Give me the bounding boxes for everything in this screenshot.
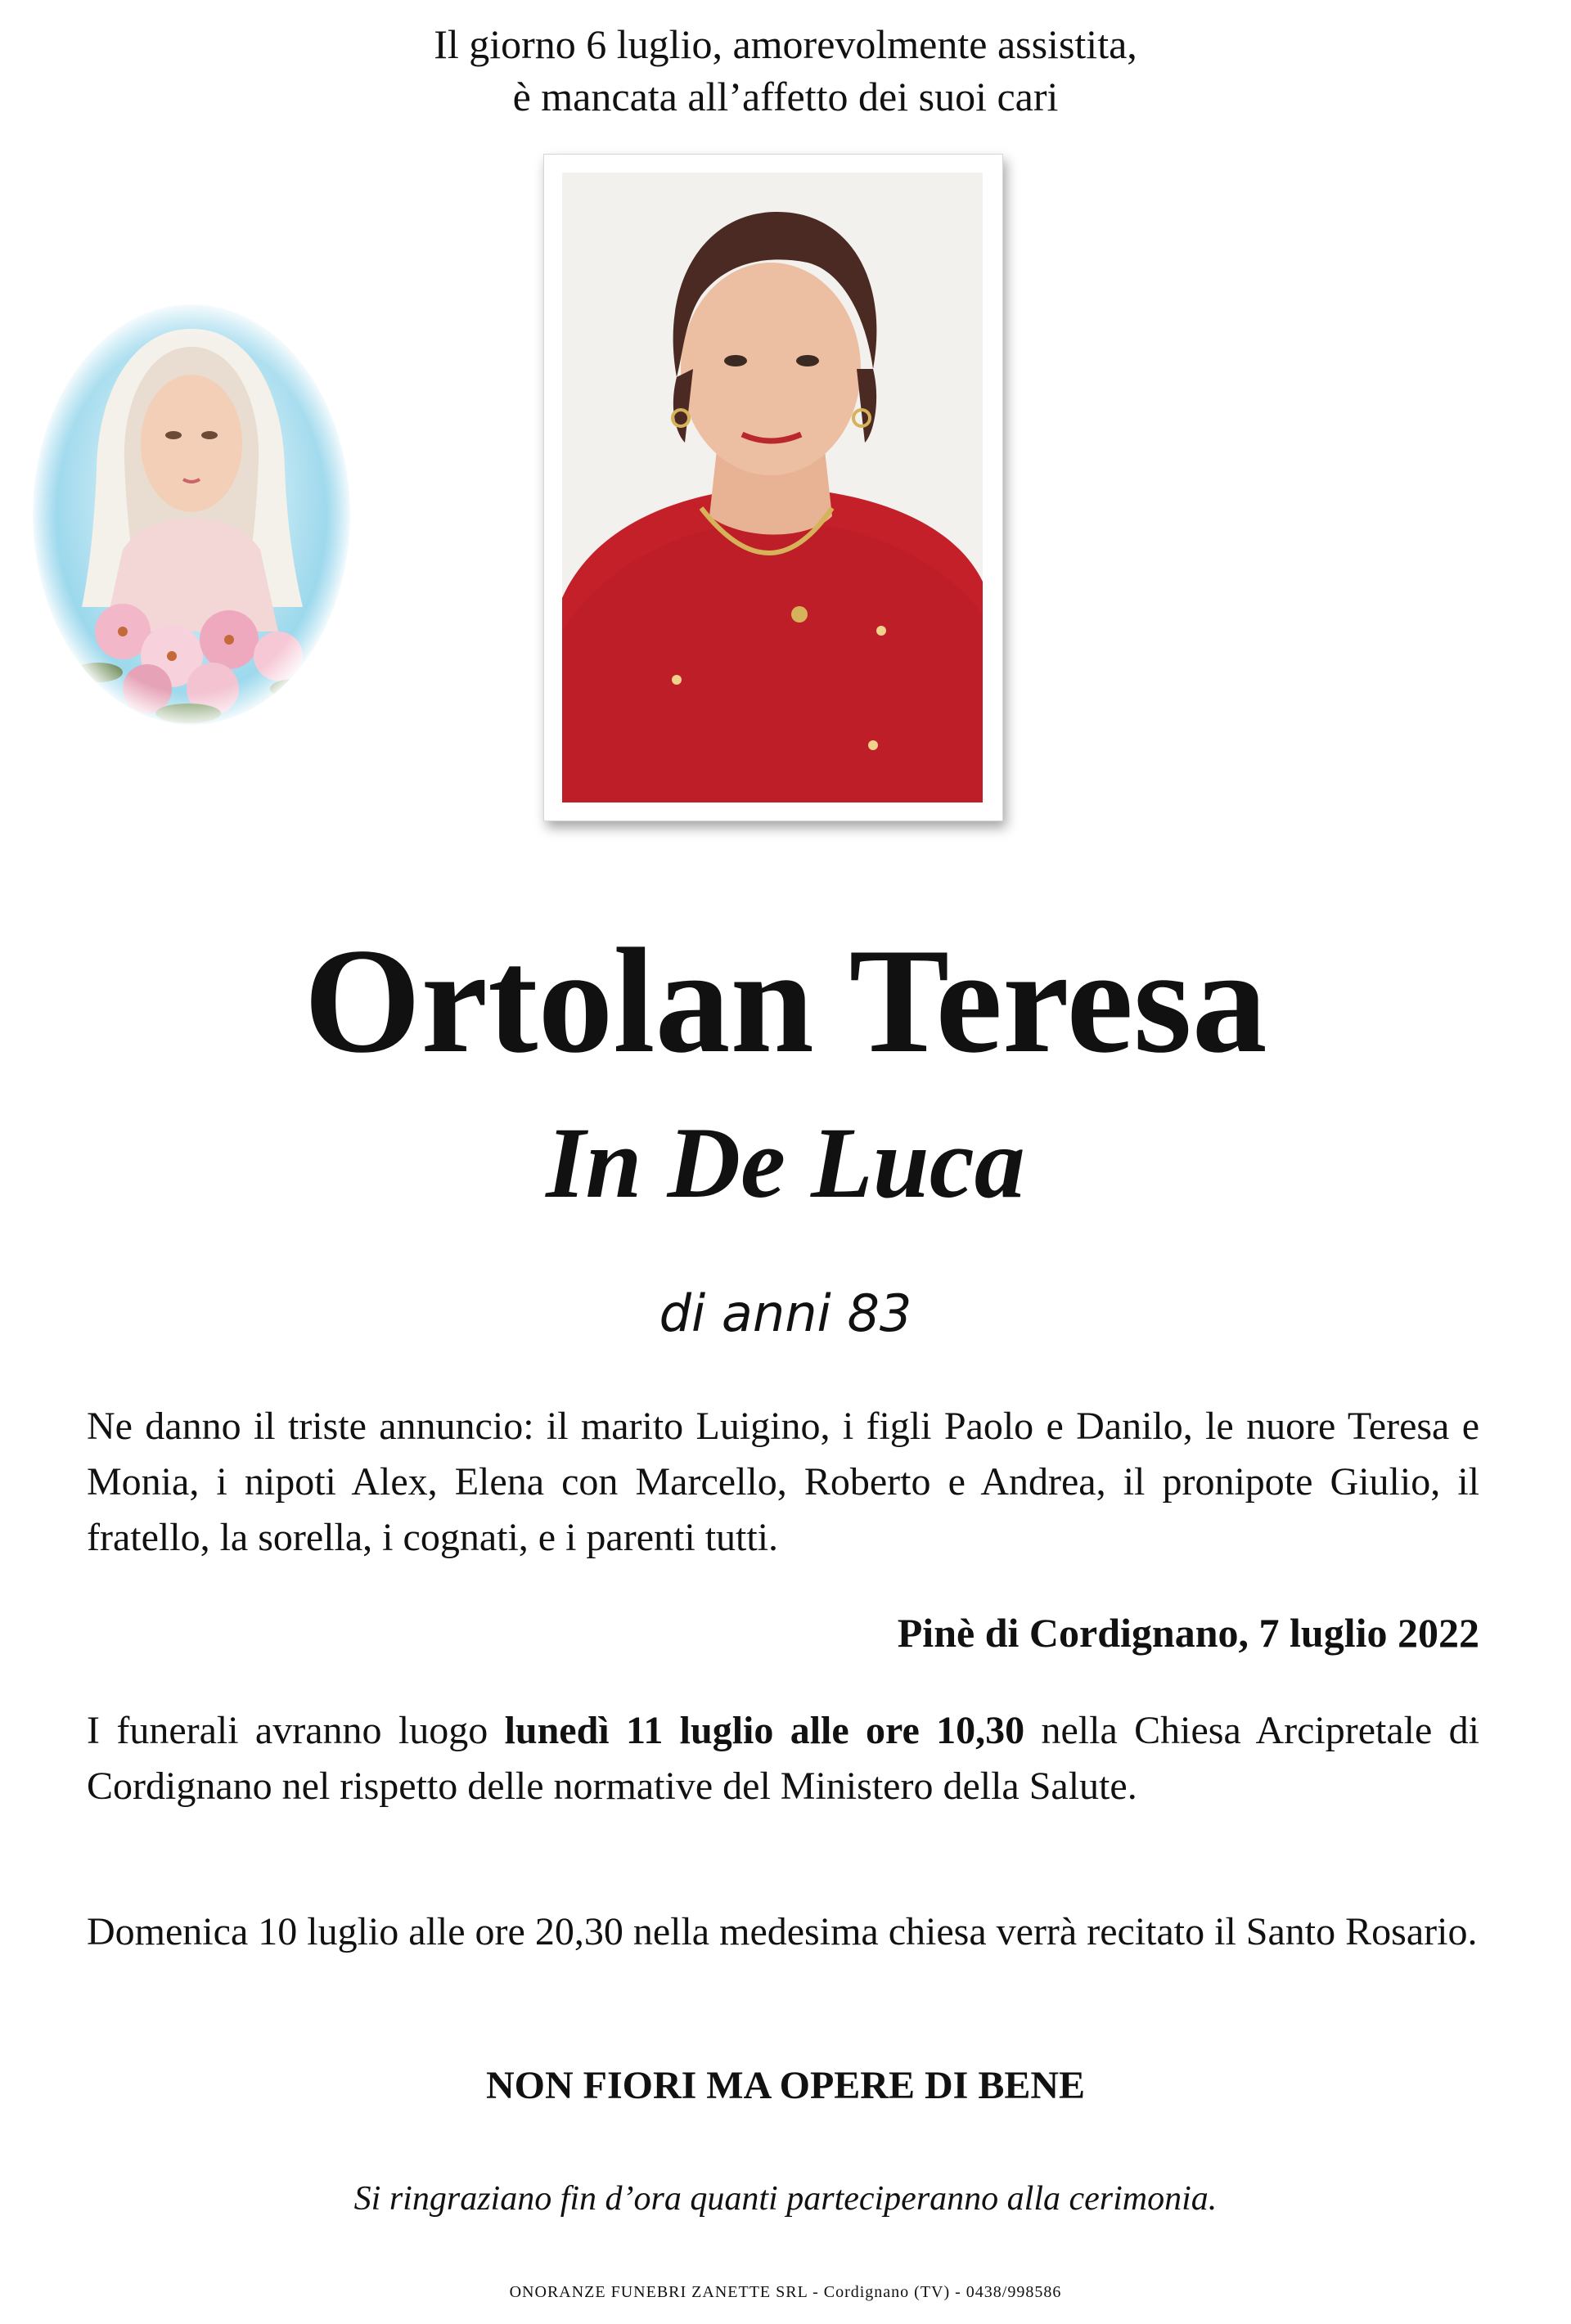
portrait-photo-frame — [543, 154, 1003, 821]
intro-line-2: è mancata all’affetto dei suoi cari — [512, 74, 1059, 119]
intro-line-1: Il giorno 6 luglio, amorevolmente assistita, — [434, 21, 1137, 67]
madonna-image — [33, 304, 350, 725]
funeral-text-before: I funerali avranno luogo — [87, 1709, 505, 1752]
age-text: di anni 83 — [659, 1283, 912, 1343]
funeral-home-footer: ONORANZE FUNEBRI ZANETTE SRL - Cordignano (TV) - 0438/998586 — [509, 2283, 1062, 2301]
portrait-illustration — [562, 173, 983, 802]
portrait-photo — [562, 173, 983, 802]
funeral-date-time: lunedì 11 luglio alle ore 10,30 — [504, 1709, 1025, 1752]
married-name: In De Luca — [546, 1107, 1025, 1219]
place-date: Pinè di Cordignano, 7 luglio 2022 — [897, 1610, 1479, 1656]
funeral-paragraph — [87, 1703, 1479, 1814]
no-flowers-notice: NON FIORI MA OPERE DI BENE — [485, 2064, 1086, 2107]
announcement-paragraph: Ne danno il triste annuncio: il marito Luigino, i figli Paolo e Danilo, le nuore Teresa e Monia, i nipoti Alex, Elena con Marcello, Roberto e Andrea, il pronipote Giulio, il fratello, la sorella, i cognati, e i parenti tutti. — [87, 1405, 1479, 1559]
thanks-text: Si ringraziano fin d’ora quanti parteciperanno alla cerimonia. — [353, 2180, 1218, 2218]
rosary-paragraph: Domenica 10 luglio alle ore 20,30 nella medesima chiesa verrà recitato il Santo Rosario. — [87, 1910, 1478, 1953]
deceased-name: Ortolan Teresa — [304, 917, 1267, 1084]
intro-text — [0, 18, 1571, 123]
madonna-illustration — [33, 304, 350, 725]
funeral-text-after: nella Chiesa Arcipretale di Cordignano nel rispetto delle normative del Ministero della Salute. — [87, 1709, 1479, 1808]
